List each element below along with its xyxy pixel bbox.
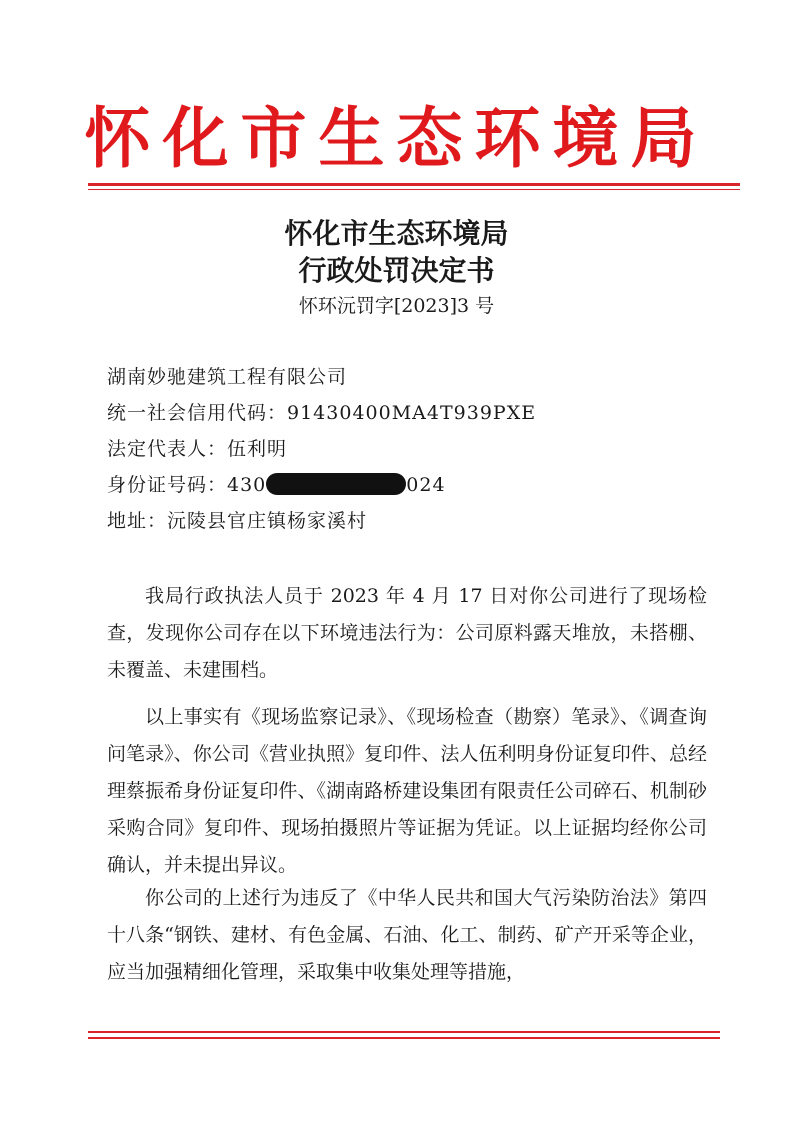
redaction-bar bbox=[266, 473, 406, 495]
letterhead-rule-top bbox=[88, 183, 740, 186]
letterhead-org-name: 怀化市生态环境局 bbox=[84, 99, 709, 177]
document-number: 怀环沅罚字[2023]3 号 bbox=[298, 295, 495, 317]
body-paragraph-1: 我局行政执法人员于 2023 年 4 月 17 日对你公司进行了现场检查，发现你公司存在以下环境违法行为：公司原料露天堆放，未搭棚、未覆盖、未建围档。 bbox=[107, 585, 707, 681]
document-title: 行政处罚决定书 bbox=[298, 254, 495, 287]
party-address: 地址：沅陵县官庄镇杨家溪村 bbox=[107, 510, 368, 532]
body-paragraph-2: 以上事实有《现场监察记录》、《现场检查（勘察）笔录》、《调查询问笔录》、你公司《营业执照》复印件、法人伍利明身份证复印件、总经理蔡振希身份证复印件、《湖南路桥建设集团有限责任公司碎石、机制砂采购合同》复印件、现场拍摄照片等证据为凭证。以上证据均经你公司确认，并未提出异议。 bbox=[107, 706, 707, 876]
party-credit-code: 统一社会信用代码：91430400MA4T939PXE bbox=[107, 402, 537, 424]
party-id-number bbox=[107, 472, 446, 498]
party-company: 湖南妙驰建筑工程有限公司 bbox=[107, 366, 348, 388]
document-title-org: 怀化市生态环境局 bbox=[284, 217, 509, 250]
id-number-suffix: 024 bbox=[406, 474, 446, 496]
party-legal-rep: 法定代表人：伍利明 bbox=[107, 438, 288, 460]
body-paragraph-3: 你公司的上述行为违反了《中华人民共和国大气污染防治法》第四十八条“钢铁、建材、有色金属、石油、化工、制药、矿产开采等企业，应当加强精细化管理，采取集中收集处理等措施， bbox=[107, 887, 707, 983]
letterhead-rule-bottom bbox=[88, 189, 740, 190]
id-number-prefix: 身份证号码：430 bbox=[107, 474, 267, 496]
footer-rule-top bbox=[88, 1031, 720, 1033]
footer-rule-bottom bbox=[88, 1037, 720, 1039]
